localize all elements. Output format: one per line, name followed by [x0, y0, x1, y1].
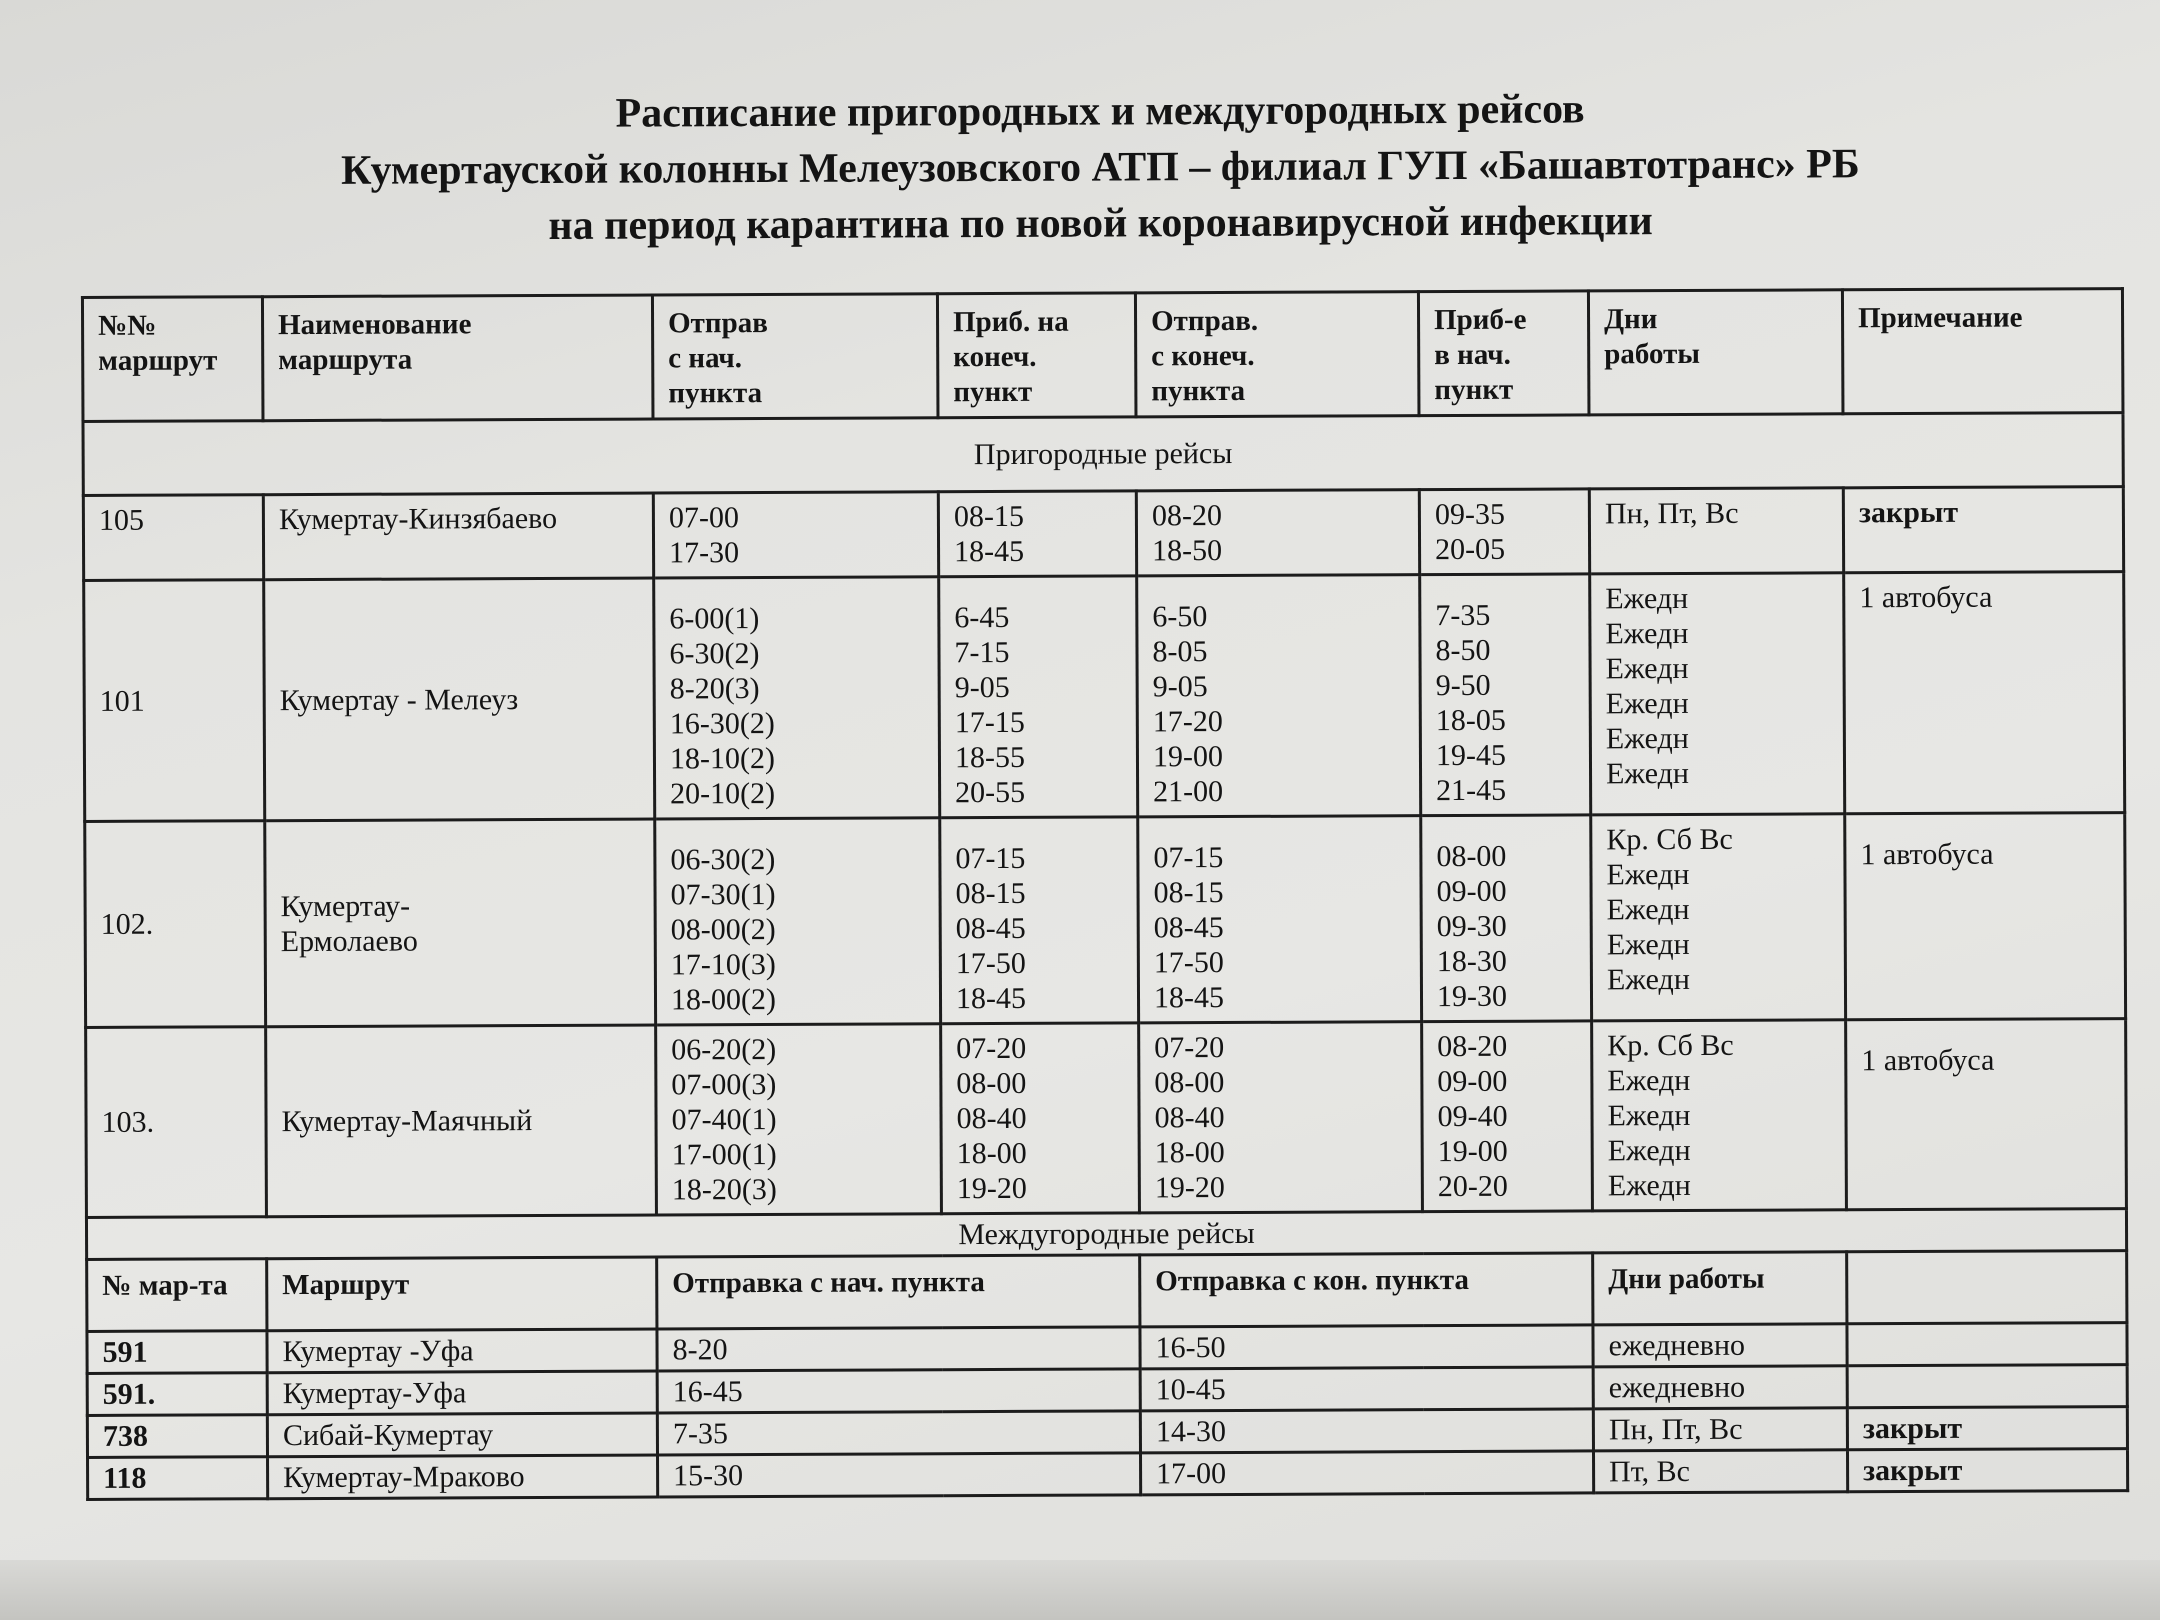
route-name-line: Кумертау-Кинзябаево [278, 501, 558, 537]
route-name: Кумертау -Уфа [267, 1329, 657, 1373]
time-value: 17-20 [1152, 705, 1223, 739]
time-value: 18-45 [953, 534, 1025, 569]
suburban-section-row [83, 413, 2123, 496]
time-value: 08-15 [1153, 876, 1224, 910]
header-text: маршрута [278, 343, 413, 377]
time-value: 18-00(2) [670, 982, 777, 1017]
arr-start-cell [1420, 574, 1591, 816]
time-value: 19-20 [956, 1171, 1027, 1206]
time-value: 20-20 [1437, 1169, 1508, 1204]
note-cell [1847, 1323, 2127, 1366]
route-name [265, 819, 656, 1027]
route-no: 738 [87, 1415, 267, 1458]
route-no: 118 [88, 1457, 268, 1500]
header-text: Приб-е [1433, 303, 1527, 337]
time-value: 08-15 [955, 876, 1026, 911]
time-value: 07-20 [956, 1031, 1027, 1066]
table-row [84, 572, 2125, 822]
time-value: 18-00 [956, 1136, 1027, 1171]
time-value: 17-50 [1153, 946, 1224, 980]
time-value: 08-00 [1154, 1066, 1225, 1100]
header-text: Дни [1603, 303, 1658, 336]
header-text: работы [1604, 337, 1701, 371]
time-value: 6-45 [954, 600, 1010, 635]
route-name: Кумертау-Мраково [268, 1455, 658, 1499]
route-name: Сибай-Кумертау [267, 1413, 657, 1457]
dep-start-cell [653, 492, 938, 578]
header-route-no: № мар-та [87, 1259, 267, 1332]
note-cell: закрыт [1843, 487, 2123, 573]
time-value: 08-45 [1153, 911, 1224, 945]
time-value: 08-00(2) [670, 912, 776, 947]
days-cell [1589, 488, 1843, 574]
table-surface [0, 1560, 2160, 1620]
route-no: 102. [85, 821, 266, 1028]
header-text: пункт [1434, 373, 1514, 407]
suburban-header-row [82, 289, 2123, 422]
dep-end-cell [1138, 816, 1422, 1023]
time-value: 07-40(1) [671, 1102, 777, 1137]
arr-start-cell [1422, 1021, 1593, 1212]
note-cell: 1 автобуса [1845, 813, 2126, 1020]
time-value: 7-15 [954, 635, 1010, 670]
time-value: 21-45 [1436, 773, 1507, 808]
header-text: Наименование [278, 308, 472, 342]
header-route-no [82, 297, 263, 422]
time-value: 6-00(1) [669, 602, 760, 636]
title-line-3: на период карантина по новой коронавирусной инфекции [548, 198, 1653, 249]
time-value: 08-40 [1154, 1101, 1225, 1135]
dep-start-cell: 15-30 [658, 1453, 1141, 1497]
time-value: 19-30 [1436, 979, 1508, 1014]
days-value: Ежедн [1605, 756, 1690, 791]
days-cell: Пн, Пт, Вс [1593, 1408, 1847, 1451]
dep-end-cell [1139, 1022, 1423, 1213]
route-name-line: Кумертау-Маячный [281, 1104, 533, 1139]
time-value: 18-10(2) [669, 741, 776, 776]
days-value: Ежедн [1605, 686, 1689, 721]
route-no: 591. [87, 1373, 267, 1416]
header-arr-start [1418, 291, 1589, 416]
days-value: Кр. Сб Вс [1607, 1028, 1734, 1063]
time-value: 07-30(1) [670, 877, 776, 912]
time-value: 09-30 [1436, 909, 1507, 944]
route-no: 101 [84, 580, 265, 822]
table-row [85, 813, 2126, 1028]
route-name [264, 578, 655, 821]
time-value: 8-50 [1435, 633, 1491, 668]
table-row [88, 1449, 2128, 1500]
time-value: 18-45 [1153, 981, 1225, 1015]
header-arr-end [937, 293, 1136, 418]
arr-start-cell [1419, 489, 1589, 575]
days-cell [1591, 814, 1846, 1021]
dep-start-cell [655, 818, 941, 1025]
header-note [1842, 289, 2123, 414]
route-no: 591 [87, 1331, 267, 1374]
time-value: 20-55 [955, 775, 1026, 810]
days-value: Ежедн [1607, 1098, 1691, 1133]
header-text: Приб. на [952, 305, 1069, 339]
header-route-name [262, 295, 653, 421]
time-value: 09-00 [1436, 874, 1507, 909]
time-value: 08-20 [1151, 499, 1222, 533]
days-cell [1590, 573, 1845, 815]
dep-start-cell: 8-20 [657, 1327, 1140, 1371]
time-value: 17-15 [954, 705, 1025, 740]
time-value: 07-00(3) [671, 1067, 777, 1102]
time-value: 17-50 [955, 946, 1026, 981]
time-value: 19-20 [1154, 1171, 1225, 1205]
title-line-2: Кумертауской колонны Мелеузовского АТП – филиал ГУП «Башавтотранс» РБ [341, 141, 1860, 194]
dep-end-cell: 14-30 [1140, 1409, 1593, 1453]
time-value: 07-00 [668, 501, 739, 535]
time-value: 18-00 [1154, 1136, 1225, 1170]
time-value: 09-35 [1434, 497, 1505, 532]
dep-start-cell: 16-45 [657, 1369, 1140, 1413]
route-name-line: Ермолаево [280, 924, 418, 958]
dep-end-cell: 10-45 [1140, 1367, 1593, 1411]
dep-end-cell [1136, 490, 1419, 576]
time-value: 9-05 [1152, 670, 1208, 704]
time-value: 19-00 [1152, 740, 1224, 774]
days-value: Ежедн [1607, 1063, 1691, 1098]
time-value: 21-00 [1153, 775, 1224, 809]
dep-end-cell: 16-50 [1140, 1325, 1593, 1369]
intercity-section-label: Междугородные рейсы [86, 1209, 2126, 1260]
time-value: 08-45 [955, 911, 1026, 946]
time-value: 09-00 [1437, 1064, 1508, 1099]
arr-end-cell [940, 817, 1139, 1024]
header-dep-end: Отправка с кон. пункта [1140, 1253, 1593, 1327]
days-value: Ежедн [1606, 857, 1690, 892]
time-value: 09-40 [1437, 1099, 1508, 1134]
days-value: Ежедн [1607, 1133, 1691, 1168]
time-value: 17-00(1) [671, 1137, 777, 1172]
header-text: конеч. [953, 340, 1037, 374]
arr-end-cell [939, 576, 1138, 818]
time-value: 07-15 [1153, 841, 1224, 875]
time-value: 17-30 [668, 536, 740, 570]
days-value: Ежедн [1605, 721, 1689, 756]
route-no: 105 [83, 495, 263, 581]
header-text: пункта [668, 377, 763, 410]
time-value: 18-05 [1435, 703, 1506, 738]
time-value: 08-15 [953, 499, 1024, 534]
time-value: 7-35 [1435, 598, 1491, 633]
time-value: 06-20(2) [671, 1032, 777, 1067]
route-name-line: Кумертау- [280, 889, 411, 923]
title-line-1: Расписание пригородных и междугородных рейсов [615, 86, 1585, 137]
time-value: 16-30(2) [669, 706, 775, 741]
arr-start-cell [1421, 815, 1592, 1022]
time-value: 8-05 [1152, 635, 1208, 669]
arr-end-cell [941, 1023, 1140, 1214]
intercity-header-row [87, 1251, 2127, 1332]
route-name: Кумертау-Уфа [267, 1371, 657, 1415]
time-value: 6-30(2) [669, 637, 760, 671]
days-value: Ежедн [1605, 616, 1689, 651]
table-row [83, 487, 2123, 581]
time-value: 08-00 [956, 1066, 1027, 1101]
days-value: Кр. Сб Вс [1606, 822, 1733, 857]
time-value: 9-50 [1435, 668, 1491, 703]
dep-start-cell [656, 1024, 942, 1215]
suburban-section-label: Пригородные рейсы [83, 413, 2123, 496]
days-cell [1592, 1020, 1847, 1211]
time-value: 18-20(3) [671, 1172, 777, 1207]
header-dep-start [652, 294, 938, 419]
days-value: Пн, Пт, Вс [1604, 496, 1739, 531]
dep-end-cell [1137, 575, 1421, 817]
time-value: 18-30 [1436, 944, 1507, 979]
days-value: Ежедн [1607, 1168, 1691, 1203]
header-days [1588, 290, 1843, 415]
time-value: 08-40 [956, 1101, 1027, 1136]
header-text: Отправ [667, 307, 768, 340]
time-value: 08-20 [1437, 1029, 1508, 1064]
dep-end-cell: 17-00 [1141, 1451, 1594, 1495]
days-cell: Пт, Вс [1593, 1450, 1847, 1493]
table-row [86, 1019, 2127, 1218]
header-text: №№ [98, 309, 157, 342]
note-cell: закрыт [1847, 1449, 2127, 1492]
days-value: Ежедн [1606, 892, 1690, 927]
time-value: 08-00 [1436, 839, 1507, 874]
note-cell: 1 автобуса [1846, 1019, 2127, 1210]
time-value: 6-50 [1152, 600, 1208, 634]
route-name-line: Кумертау - Мелеуз [279, 682, 519, 717]
time-value: 20-10(2) [670, 776, 776, 811]
route-name [266, 1025, 657, 1217]
time-value: 19-00 [1437, 1134, 1508, 1169]
document-title [80, 79, 2121, 256]
time-value: 8-20(3) [669, 672, 760, 706]
time-value: 07-15 [955, 841, 1026, 876]
time-value: 18-45 [955, 981, 1027, 1016]
header-text: с нач. [668, 342, 743, 375]
header-dep-end [1135, 292, 1419, 417]
days-cell: ежедневно [1593, 1324, 1847, 1367]
note-cell: закрыт [1847, 1407, 2127, 1450]
time-value: 9-05 [954, 670, 1010, 705]
header-text: пункт [953, 375, 1033, 409]
schedule-table [81, 287, 2129, 1501]
header-text: маршрут [98, 344, 218, 377]
dep-start-cell [654, 577, 940, 819]
header-days: Дни работы [1593, 1252, 1847, 1325]
time-value: 07-20 [1154, 1031, 1225, 1065]
dep-start-cell: 7-35 [657, 1411, 1140, 1455]
days-cell: ежедневно [1593, 1366, 1847, 1409]
header-dep-start: Отправка с нач. пункта [657, 1255, 1140, 1329]
header-text: Примечание [1857, 301, 2023, 335]
time-value: 18-55 [954, 740, 1026, 775]
header-text: в нач. [1434, 338, 1511, 372]
header-text: Отправ. [1150, 304, 1259, 338]
days-value: Ежедн [1606, 962, 1690, 997]
days-value: Ежедн [1606, 927, 1690, 962]
arr-end-cell [938, 491, 1136, 577]
route-name [263, 493, 653, 580]
time-value: 06-30(2) [670, 842, 776, 877]
note-cell: 1 автобуса [1844, 572, 2125, 814]
days-value: Ежедн [1605, 651, 1689, 686]
time-value: 18-50 [1151, 534, 1223, 568]
header-route: Маршрут [267, 1257, 657, 1331]
schedule-document [80, 71, 2126, 1501]
time-value: 19-45 [1435, 738, 1507, 773]
time-value: 20-05 [1434, 532, 1506, 567]
days-value: Ежедн [1605, 581, 1689, 616]
route-no: 103. [86, 1027, 267, 1218]
header-text: пункта [1151, 374, 1246, 408]
header-text: с конеч. [1151, 339, 1255, 373]
header-note [1847, 1251, 2127, 1324]
note-cell [1847, 1365, 2127, 1408]
time-value: 17-10(3) [670, 947, 776, 982]
